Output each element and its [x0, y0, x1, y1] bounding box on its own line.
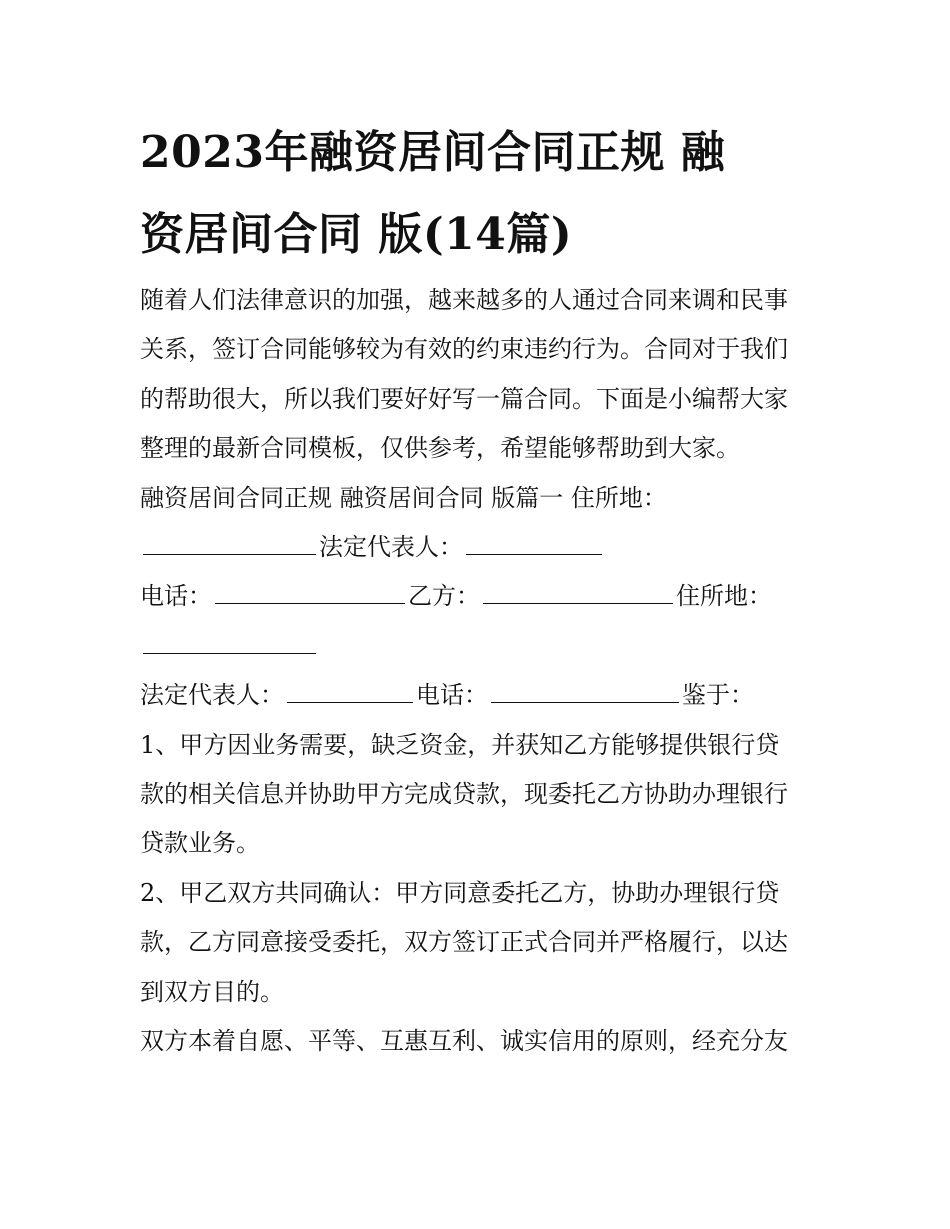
paragraph-line: 贷款业务。 — [140, 829, 260, 858]
address-blank — [143, 631, 316, 654]
paragraph-line: 关系，签订合同能够较为有效的约束违约行为。合同对于我们 — [140, 335, 788, 364]
paragraph-line: 整理的最新合同模板，仅供参考，希望能够帮助到大家。 — [140, 434, 740, 463]
closing-paragraph — [140, 1017, 820, 1066]
legal-rep-blank — [466, 532, 602, 555]
section-heading: 融资居间合同正规 融资居间合同 版篇一 住所地： — [140, 483, 667, 512]
title-line: 2023年融资居间合同正规 融 — [140, 127, 726, 178]
form-line — [140, 572, 820, 621]
whereas-label: 鉴于： — [682, 681, 754, 710]
phone-blank — [215, 581, 405, 604]
legal-rep-label: 法定代表人： — [319, 533, 463, 562]
intro-paragraph — [140, 276, 820, 474]
paragraph-line: 到双方目的。 — [140, 977, 284, 1006]
phone-label: 电话： — [140, 582, 212, 611]
form-line — [140, 523, 820, 572]
party-b-blank — [483, 581, 673, 604]
paragraph-line: 的帮助很大，所以我们要好好写一篇合同。下面是小编帮大家 — [140, 384, 788, 413]
document-title — [140, 112, 820, 276]
contract-form — [140, 474, 820, 721]
paragraph-line: 随着人们法律意识的加强，越来越多的人通过合同来调和民事 — [140, 286, 788, 314]
paragraph-line: 2、甲乙双方共同确认：甲方同意委托乙方，协助办理银行贷 — [140, 878, 780, 907]
paragraph-line: 双方本着自愿、平等、互惠互利、诚实信用的原则，经充分友 — [140, 1027, 788, 1056]
paragraph-line: 1、甲方因业务需要，缺乏资金，并获知乙方能够提供银行贷 — [140, 730, 780, 759]
form-line — [140, 671, 820, 720]
phone-blank — [491, 680, 679, 703]
party-b-label: 乙方： — [408, 582, 480, 611]
address-label: 住所地： — [676, 582, 772, 611]
form-line — [140, 622, 820, 671]
address-blank — [143, 532, 316, 555]
title-line: 资居间合同 版(14篇) — [140, 209, 573, 260]
legal-rep-blank — [287, 680, 413, 703]
document-body — [140, 276, 820, 1067]
legal-rep-label: 法定代表人： — [140, 681, 284, 710]
phone-label: 电话： — [416, 681, 488, 710]
paragraph-line: 款的相关信息并协助甲方完成贷款，现委托乙方协助办理银行 — [140, 780, 788, 809]
paragraph-line: 款，乙方同意接受委托，双方签订正式合同并严格履行，以达 — [140, 928, 788, 957]
clause-1 — [140, 721, 820, 869]
clause-2 — [140, 869, 820, 1017]
